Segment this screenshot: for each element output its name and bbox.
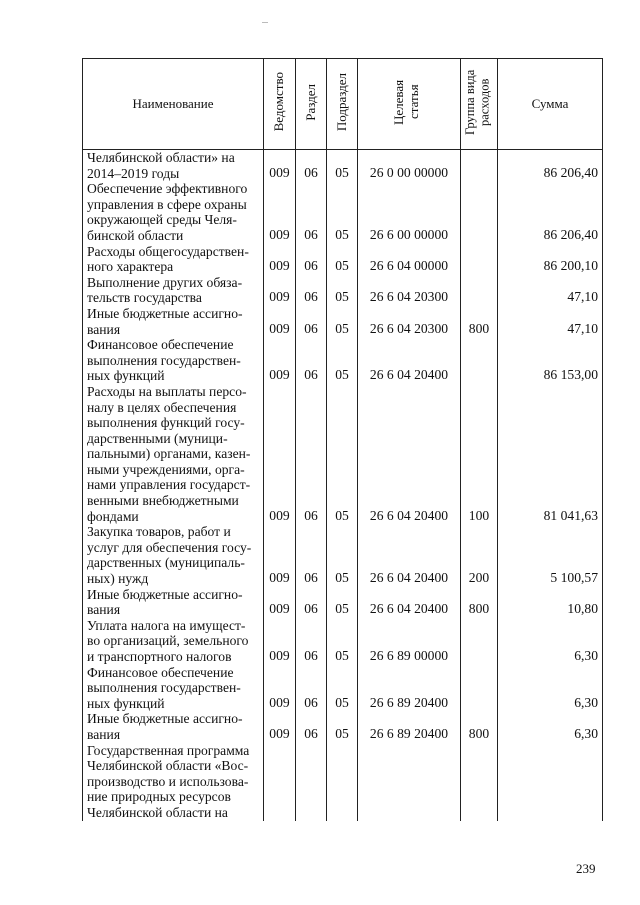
header-name (83, 59, 264, 150)
name-line: Расходы общегосударствен- (87, 243, 249, 259)
name-line: налу в целях обеспечения (87, 399, 237, 415)
name-line: дарственных (муниципаль- (87, 555, 245, 571)
name-line: производство и использова- (87, 773, 249, 789)
name-line: фондами (87, 508, 139, 524)
sum-cell: 10,80 (498, 587, 603, 618)
name-line: и транспортного налогов (87, 649, 232, 664)
header-group-label: Группа вида расходов (463, 69, 492, 135)
vedomstvo-cell: 009 (264, 587, 296, 618)
name-line: бинской области (87, 227, 184, 243)
podrazdel-cell: 05 (327, 384, 358, 524)
table-row (83, 587, 603, 618)
name-line: ных) нужд (87, 571, 149, 587)
target-article-cell: 26 6 89 20400 (358, 711, 461, 742)
table-row (83, 711, 603, 742)
name-line: венными внебюджетными (87, 493, 239, 509)
razdel-cell: 06 (296, 384, 327, 524)
name-line: тельств государства (87, 290, 202, 306)
razdel-cell: 06 (296, 524, 327, 586)
target-article-cell: 26 6 89 20400 (358, 665, 461, 712)
name-line: Челябинской области на (87, 804, 228, 820)
name-cell (83, 665, 264, 712)
name-line: 2014–2019 годы (87, 165, 180, 181)
podrazdel-cell: 05 (327, 244, 358, 275)
target-article-cell: 26 6 04 20400 (358, 337, 461, 384)
name-line: во организаций, земельного (87, 633, 249, 649)
razdel-cell: 06 (296, 665, 327, 712)
sum-cell: 86 206,40 (498, 181, 603, 243)
name-cell (83, 743, 264, 821)
name-line: управления в сфере охраны (87, 196, 247, 212)
name-line: Финансовое обеспечение (87, 337, 234, 353)
vedomstvo-cell: 009 (264, 337, 296, 384)
target-article-cell: 26 6 04 20400 (358, 587, 461, 618)
vedomstvo-cell: 009 (264, 306, 296, 337)
expense-group-cell (461, 150, 498, 182)
name-cell (83, 524, 264, 586)
table-row (83, 244, 603, 275)
name-line: Закупка товаров, работ и (87, 524, 231, 540)
expense-group-cell (461, 743, 498, 821)
name-line: вания (87, 726, 121, 742)
header-razdel (296, 59, 327, 150)
name-line: ных функций (87, 368, 165, 384)
header-target (358, 59, 461, 150)
table-row (83, 275, 603, 306)
name-line: Иные бюджетные ассигно- (87, 305, 243, 321)
podrazdel-cell: 05 (327, 181, 358, 243)
razdel-cell: 06 (296, 337, 327, 384)
podrazdel-cell (327, 743, 358, 821)
vedomstvo-cell: 009 (264, 711, 296, 742)
name-line: Уплата налога на имущест- (87, 617, 246, 633)
name-line: пальными) органами, казен- (87, 446, 251, 462)
header-podrazdel (327, 59, 358, 150)
podrazdel-cell: 05 (327, 337, 358, 384)
expense-group-cell: 100 (461, 384, 498, 524)
sum-cell: 5 100,57 (498, 524, 603, 586)
podrazdel-cell: 05 (327, 711, 358, 742)
table-row (83, 306, 603, 337)
razdel-cell: 06 (296, 150, 327, 182)
target-article-cell: 26 6 00 00000 (358, 181, 461, 243)
expense-group-cell: 800 (461, 306, 498, 337)
target-article-cell: 26 6 04 20300 (358, 275, 461, 306)
name-line: ние природных ресурсов (87, 789, 231, 805)
podrazdel-cell: 05 (327, 275, 358, 306)
header-podrazdel-label: Подраздел (333, 72, 349, 132)
table-row (83, 150, 603, 182)
table-row (83, 665, 603, 712)
name-line: выполнения функций госу- (87, 415, 245, 431)
sum-cell: 81 041,63 (498, 384, 603, 524)
expense-group-cell (461, 618, 498, 665)
name-line: Государственная программа (87, 742, 250, 758)
name-line: Обеспечение эффективного (87, 181, 248, 197)
target-article-cell: 26 6 04 20400 (358, 384, 461, 524)
name-cell (83, 711, 264, 742)
name-cell (83, 275, 264, 306)
name-line: Иные бюджетные ассигно- (87, 586, 243, 602)
name-cell (83, 306, 264, 337)
name-line: Челябинской области «Вос- (87, 758, 249, 774)
table-row (83, 618, 603, 665)
header-vedomstvo-label: Ведомство (271, 72, 287, 132)
razdel-cell: 06 (296, 275, 327, 306)
expense-group-cell (461, 665, 498, 712)
razdel-cell: 06 (296, 587, 327, 618)
name-line: вания (87, 321, 121, 337)
vedomstvo-cell: 009 (264, 665, 296, 712)
expense-group-cell: 200 (461, 524, 498, 586)
name-line: нами управления государст- (87, 477, 251, 493)
name-line: дарственными (муници- (87, 430, 228, 446)
expense-group-cell (461, 337, 498, 384)
name-line: услуг для обеспечения госу- (87, 539, 252, 555)
header-razdel-label: Раздел (302, 83, 318, 121)
name-line: выполнения государствен- (87, 680, 241, 696)
name-line: Челябинской области» на (87, 150, 235, 165)
vedomstvo-cell: 009 (264, 618, 296, 665)
razdel-cell (296, 743, 327, 821)
vedomstvo-cell (264, 743, 296, 821)
name-line: Иные бюджетные ассигно- (87, 711, 243, 727)
name-line: Расходы на выплаты персо- (87, 383, 247, 399)
page-scan-mark (262, 22, 268, 23)
header-target-label: Целевая статья (391, 79, 421, 125)
razdel-cell: 06 (296, 618, 327, 665)
expense-group-cell: 800 (461, 711, 498, 742)
sum-cell: 86 200,10 (498, 244, 603, 275)
target-article-cell: 26 6 89 00000 (358, 618, 461, 665)
name-line: ного характера (87, 259, 174, 275)
razdel-cell: 06 (296, 306, 327, 337)
page-number: 239 (576, 861, 596, 876)
expense-group-cell (461, 275, 498, 306)
vedomstvo-cell: 009 (264, 524, 296, 586)
podrazdel-cell: 05 (327, 306, 358, 337)
podrazdel-cell: 05 (327, 524, 358, 586)
name-cell (83, 150, 264, 182)
name-cell (83, 587, 264, 618)
expense-group-cell: 800 (461, 587, 498, 618)
name-line: Финансовое обеспечение (87, 664, 234, 680)
vedomstvo-cell: 009 (264, 384, 296, 524)
header-sum-label: Сумма (531, 96, 569, 111)
sum-cell (498, 743, 603, 821)
target-article-cell: 26 6 04 00000 (358, 244, 461, 275)
header-group (461, 59, 498, 150)
sum-cell: 6,30 (498, 618, 603, 665)
name-line: Выполнение других обяза- (87, 274, 243, 290)
header-vedomstvo (264, 59, 296, 150)
table-row (83, 337, 603, 384)
podrazdel-cell: 05 (327, 150, 358, 182)
sum-cell: 6,30 (498, 665, 603, 712)
target-article-cell (358, 743, 461, 821)
target-article-cell: 26 0 00 00000 (358, 150, 461, 182)
vedomstvo-cell: 009 (264, 275, 296, 306)
podrazdel-cell: 05 (327, 587, 358, 618)
expense-group-cell (461, 181, 498, 243)
sum-cell: 86 206,40 (498, 150, 603, 182)
sum-cell: 47,10 (498, 275, 603, 306)
table-row (83, 181, 603, 243)
name-cell (83, 618, 264, 665)
name-line: окружающей среды Челя- (87, 212, 237, 228)
name-cell (83, 384, 264, 524)
vedomstvo-cell: 009 (264, 181, 296, 243)
name-line: выполнения государствен- (87, 352, 241, 368)
vedomstvo-cell: 009 (264, 150, 296, 182)
name-line: вания (87, 602, 121, 618)
sum-cell: 86 153,00 (498, 337, 603, 384)
budget-table (82, 58, 603, 821)
table-header-row (83, 59, 603, 150)
header-name-label: Наименование (132, 96, 214, 111)
sum-cell: 47,10 (498, 306, 603, 337)
target-article-cell: 26 6 04 20400 (358, 524, 461, 586)
name-cell (83, 244, 264, 275)
name-line: ными учреждениями, орга- (87, 461, 245, 477)
name-line: ных функций (87, 695, 165, 711)
razdel-cell: 06 (296, 244, 327, 275)
target-article-cell: 26 6 04 20300 (358, 306, 461, 337)
table-row (83, 384, 603, 524)
podrazdel-cell: 05 (327, 665, 358, 712)
name-cell (83, 337, 264, 384)
vedomstvo-cell: 009 (264, 244, 296, 275)
header-sum (498, 59, 603, 150)
table-row (83, 524, 603, 586)
razdel-cell: 06 (296, 181, 327, 243)
name-cell (83, 181, 264, 243)
sum-cell: 6,30 (498, 711, 603, 742)
table-row (83, 743, 603, 821)
podrazdel-cell: 05 (327, 618, 358, 665)
razdel-cell: 06 (296, 711, 327, 742)
expense-group-cell (461, 244, 498, 275)
